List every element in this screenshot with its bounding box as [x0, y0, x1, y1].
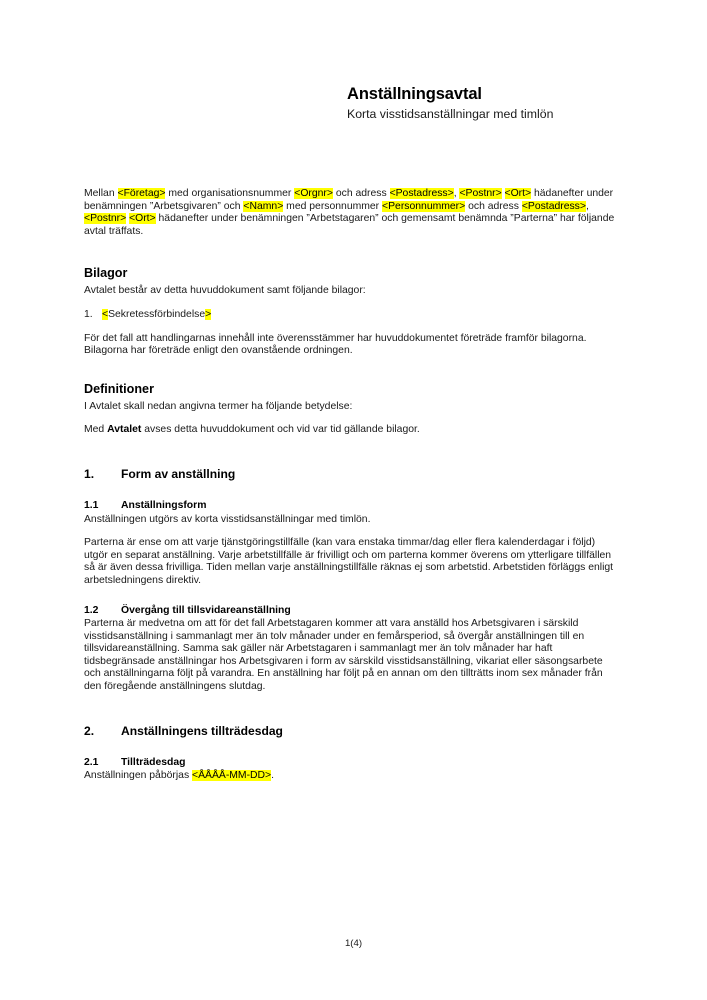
list-item-label[interactable] [102, 309, 211, 322]
list-item [84, 309, 617, 322]
subsection-number-2-1: 2.1 [84, 756, 99, 768]
def-term-avtalet: Avtalet [107, 424, 142, 436]
section-heading-1 [84, 467, 617, 482]
tilltradesdag-suffix: . [271, 770, 275, 782]
subsection-lead-1-1: Anställningen utgörs av korta visstidsanställningar med timlön. [84, 513, 371, 525]
placeholder-ort-2[interactable]: <Ort> [129, 213, 156, 225]
subsection-heading-1-1 [84, 500, 617, 513]
bilagor-intro: Avtalet består av detta huvuddokument samt följande bilagor: [84, 285, 366, 297]
heading-bilagor: Bilagor [84, 266, 128, 281]
intro-text-2: med organisationsnummer [165, 188, 295, 199]
intro-text-8: och adress [465, 200, 522, 212]
subsection-lead-2-1 [84, 770, 617, 783]
bilagor-list [84, 309, 617, 322]
intro-text-6: hädanefter under benämningen ”Arbetsgivaren” och [84, 188, 614, 212]
placeholder-sekretessforbindelse[interactable]: Sekretessförbindelse [108, 308, 206, 320]
placeholder-postadress-1[interactable]: <Postadress> [389, 188, 454, 199]
intro-text-11: hädanefter under benämningen ”Arbetstagaren” och gemensamt benämnda ”Parterna” har följande avtal träffats. [84, 213, 615, 237]
placeholder-bracket-open[interactable]: < [102, 308, 109, 320]
intro-text-3: och adress [332, 188, 390, 199]
placeholder-datum[interactable]: <ÅÅÅÅ-MM-DD> [192, 770, 272, 782]
section-title-2: Anställningens tillträdesdag [121, 723, 283, 738]
section-heading-2 [84, 724, 617, 739]
intro-text-1: Mellan [84, 188, 118, 199]
section-title-1: Form av anställning [121, 466, 236, 481]
document-body [84, 188, 617, 783]
subsection-number-1-2: 1.2 [84, 604, 99, 616]
subsection-heading-2-1 [84, 757, 617, 770]
heading-definitioner: Definitioner [84, 381, 154, 396]
page-subtitle: Korta visstidsanställningar med timlön [347, 107, 554, 121]
placeholder-bracket-close[interactable]: > [205, 308, 212, 320]
page-title: Anställningsavtal [347, 85, 482, 103]
title-block [347, 84, 647, 122]
tilltradesdag-prefix: Anställningen påbörjas [84, 770, 193, 782]
placeholder-postnr-1[interactable]: <Postnr> [459, 188, 502, 199]
footer-page-number: 1(4) [344, 938, 363, 949]
section-number-2: 2. [84, 723, 95, 738]
placeholder-namn[interactable]: <Namn> [243, 200, 284, 212]
intro-paragraph [84, 188, 617, 238]
def-prefix: Med [84, 424, 108, 436]
bilagor-note: För det fall att handlingarnas innehåll inte överensstämmer har huvuddokumentet företräde framför bilagorna. Bilagorna har företräde enligt den ovanstående ordningen. [84, 332, 587, 357]
subsection-title-2-1: Tillträdesdag [121, 756, 186, 768]
placeholder-foretag[interactable]: <Företag> [117, 188, 166, 199]
subsection-heading-1-2 [84, 605, 617, 618]
section-number-1: 1. [84, 466, 95, 481]
subsection-body-1-2: Parterna är medvetna om att för det fall Arbetstagaren kommer att vara anställd hos Arbetsgivaren i särskild visstidsanställning i sammanlagt mer än tolv månader under en femårsperiod, så övergår anställningen till en tillsvidareanställning. Samma sak gäller när Arbetstagaren i sammanlagt mer än tolv månader har haft tidsbegränsade anställningar hos Arbetsgivaren i form av särskild visstidsanställning, vikariat eller säsongsarbete och anställningarna följt på varandra. En anställning har följt på en annan om den tillträtts inom sex månader från den föregående anställningens slutdag. [84, 618, 603, 693]
subsection-number-1-1: 1.1 [84, 499, 99, 511]
subsection-body-1-1: Parterna är ense om att varje tjänstgöringstillfälle (kan vara enstaka timmar/dag eller flera kalenderdagar i följd) utgör en separat anställning. Varje arbetstillfälle är frivilligt och om parterna kommer överens om ytterligare tillfällen så är även dessa frivilliga. Tiden mellan varje anställningstillfälle räknas ej som arbetstid. Arbetstiden förläggs enligt arbetsledningens direktiv. [84, 537, 614, 586]
intro-text-9: , [585, 200, 589, 212]
def-body: avses detta huvuddokument och vid var tid gällande bilagor. [141, 424, 420, 436]
subsection-title-1-1: Anställningsform [121, 499, 207, 511]
placeholder-postnr-2[interactable]: <Postnr> [84, 213, 127, 225]
placeholder-postadress-2[interactable]: <Postadress> [521, 200, 586, 212]
definitioner-intro: I Avtalet skall nedan angivna termer ha följande betydelse: [84, 400, 353, 412]
placeholder-orgnr[interactable]: <Orgnr> [294, 188, 333, 199]
subsection-title-1-2: Övergång till tillsvidareanställning [121, 604, 291, 616]
list-item-number: 1. [84, 308, 93, 320]
placeholder-ort-1[interactable]: <Ort> [504, 188, 532, 199]
intro-text-4: , [453, 188, 460, 199]
intro-text-7: med personnummer [283, 200, 383, 212]
definitioner-avtalet [84, 424, 617, 437]
placeholder-personnummer[interactable]: <Personnummer> [382, 200, 466, 212]
